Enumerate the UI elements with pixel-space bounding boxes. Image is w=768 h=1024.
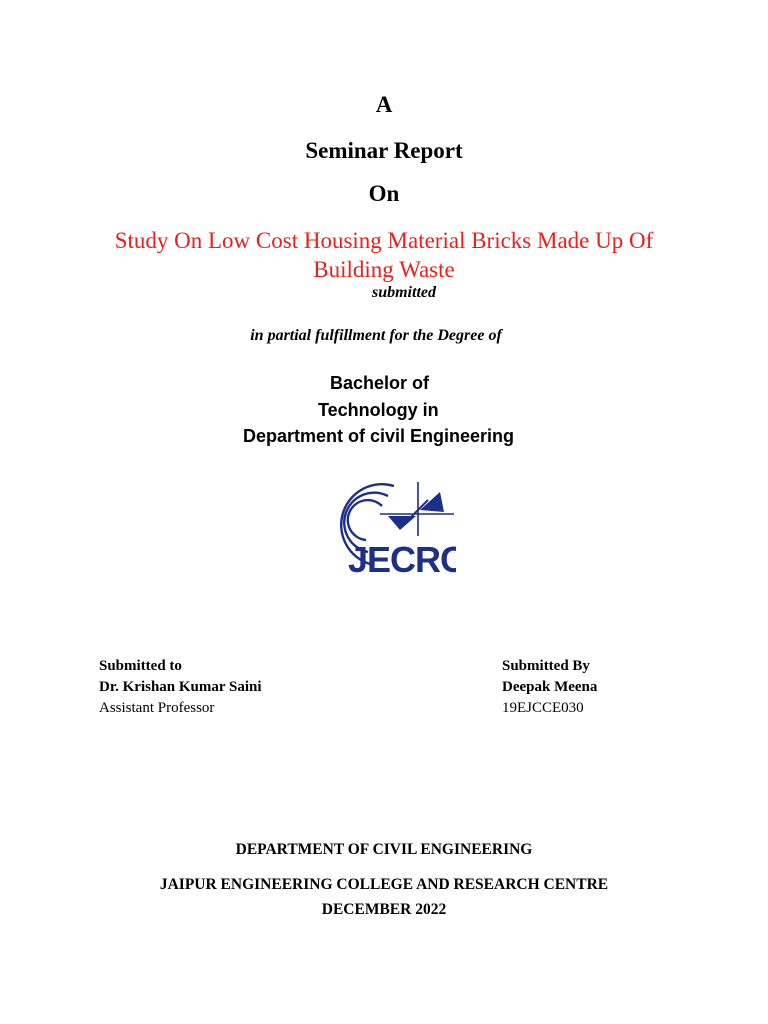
submitted-to-heading: Submitted to <box>99 658 182 674</box>
partial-fulfillment-text: in partial fulfillment for the Degree of <box>250 327 502 344</box>
degree-line-2: Technology in <box>318 400 439 420</box>
cover-letter-a: A <box>375 92 393 117</box>
submitted-to-block <box>99 656 262 719</box>
jecrc-logo-graphic <box>332 478 456 576</box>
on-heading: On <box>368 181 400 206</box>
footer-department: DEPARTMENT OF CIVIL ENGINEERING <box>235 841 533 858</box>
college-logo <box>332 478 456 576</box>
degree-line-3: Department of civil Engineering <box>243 426 515 446</box>
report-title <box>0 226 768 284</box>
guide-designation: Assistant Professor <box>99 700 215 716</box>
guide-name: Dr. Krishan Kumar Saini <box>99 679 262 695</box>
submitted-by-heading: Submitted By <box>502 658 590 674</box>
student-name: Deepak Meena <box>502 679 598 695</box>
logo-text: JECRC <box>348 539 456 576</box>
footer-college: JAIPUR ENGINEERING COLLEGE AND RESEARCH CENTRE <box>159 876 609 893</box>
report-title-line-2: Building Waste <box>313 257 455 282</box>
student-roll-number: 19EJCCE030 <box>502 700 584 716</box>
report-type-heading: Seminar Report <box>305 138 463 163</box>
submitted-by-block <box>502 656 597 719</box>
submitted-label: submitted <box>371 284 436 301</box>
report-title-line-1: Study On Low Cost Housing Material Bricks Made Up Of <box>114 228 654 253</box>
degree-line-1: Bachelor of <box>330 373 430 393</box>
footer-date: DECEMBER 2022 <box>321 901 447 918</box>
